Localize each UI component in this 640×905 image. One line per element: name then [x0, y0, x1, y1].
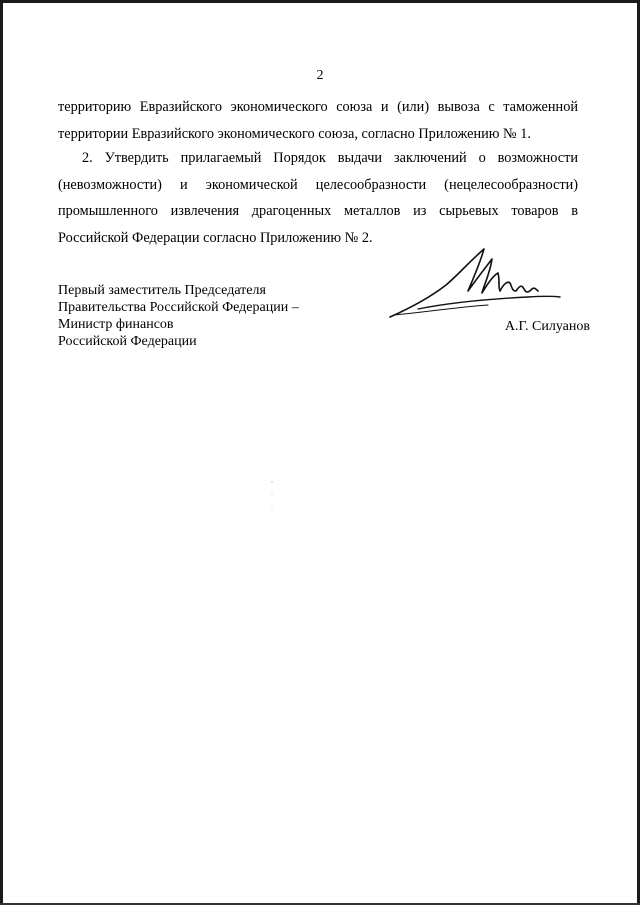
scan-specks — [270, 480, 274, 510]
position-line: Российской Федерации — [58, 334, 197, 349]
position-line: Министр финансов — [58, 317, 174, 332]
text-line: (невозможности) и экономической целесообразности (нецелесообразности) — [58, 176, 578, 193]
text-line: территории Евразийского экономического союза, согласно Приложению № 1. — [58, 125, 531, 142]
page-number: 2 — [316, 68, 324, 83]
position-line: Первый заместитель Председателя — [58, 283, 266, 298]
signer-name: А.Г. Силуанов — [504, 319, 590, 334]
scan-border-left — [0, 0, 3, 905]
text-line: 2. Утвердить прилагаемый Порядок выдачи заключений о возможности — [82, 150, 578, 166]
signer-position — [58, 282, 338, 350]
text-line: промышленного извлечения драгоценных металлов из сырьевых товаров в — [58, 203, 578, 219]
paragraph-item-2 — [58, 145, 578, 251]
position-line: Правительства Российской Федерации – — [58, 300, 299, 315]
paragraph-continuation — [58, 94, 578, 147]
text-line: Российской Федерации согласно Приложению № 2. — [58, 229, 373, 246]
handwritten-signature — [388, 243, 568, 323]
text-line: территорию Евразийского экономического союза и (или) вывоза с таможенной — [58, 99, 578, 115]
scan-border-top — [0, 0, 640, 3]
